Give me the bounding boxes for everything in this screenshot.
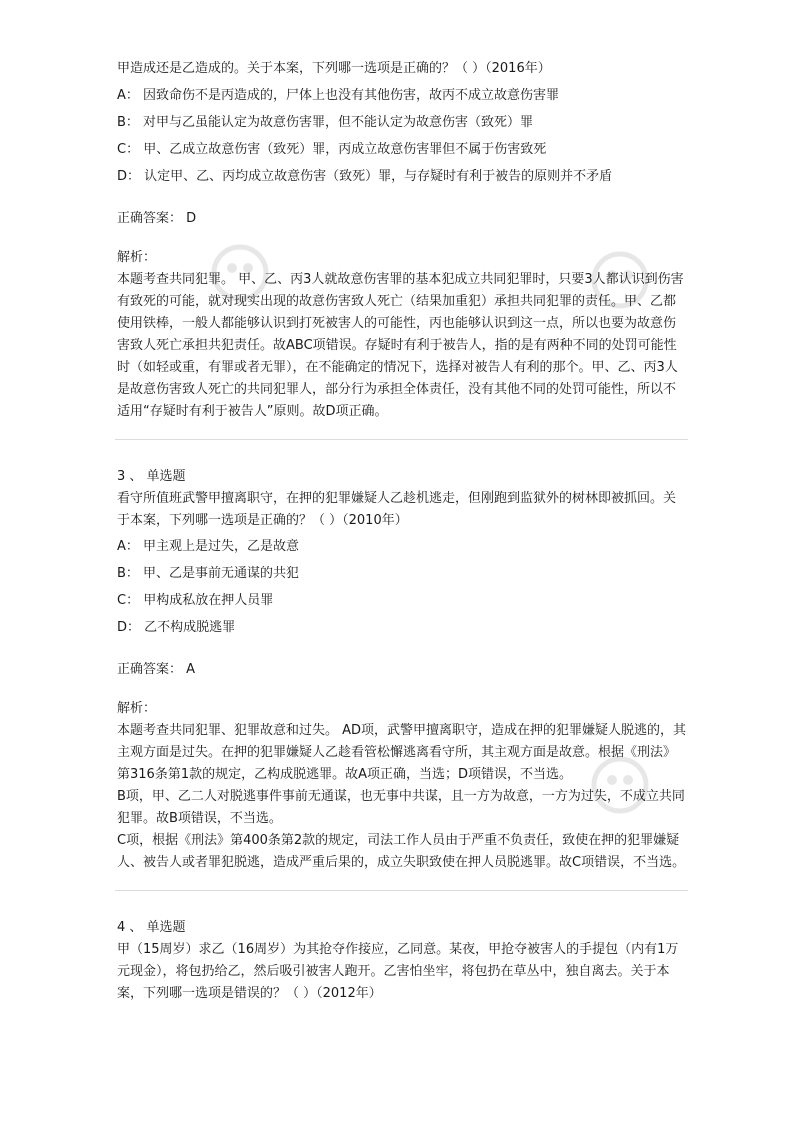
option-b: B： 对甲与乙虽能认定为故意伤害罪，但不能认定为故意伤害（致死）罪 [117,114,534,130]
analysis-text: C项，根据《刑法》第400条第2款的规定，司法工作人员由于严重不负责任，致使在押的犯罪嫌疑人、被告人或者罪犯脱逃，造成严重后果的，成立失职致使在押人员脱逃罪。故C项错误，不当选。 [117,832,686,870]
analysis-title: 解析： [117,700,157,716]
option-c: C： 甲构成私放在押人员罪 [117,592,274,608]
option-c: C： 甲、乙成立故意伤害（致死）罪，丙成立故意伤害罪但不属于伤害致死 [117,141,547,157]
option-d: D： 认定甲、乙、丙均成立故意伤害（致死）罪，与存疑时有利于被告的原则并不矛盾 [117,168,613,184]
analysis-text: B项，甲、乙二人对脱逃事件事前无通谋，也无事中共谋，且一方为故意，一方为过失，不成立共同犯罪。故B项错误，不当选。 [117,788,685,826]
analysis-title: 解析： [117,249,157,265]
question-stem: 看守所值班武警甲擅离职守，在押的犯罪嫌疑人乙趁机逃走，但刚跑到监狱外的树林即被抓回。关于本案，下列哪一选项是正确的？（ ）（2010年） [117,490,677,528]
analysis-text: 本题考查共同犯罪、犯罪故意和过失。 AD项，武警甲擅离职守，造成在押的犯罪嫌疑人脱逃的，其主观方面是过失。在押的犯罪嫌疑人乙趁看管松懈逃离看守所，其主观方面是故意。根据《刑法》第316条第1款的规定，乙构成脱逃罪。故A项正确，当选；D项错误，不当选。 [117,722,687,782]
correct-answer: 正确答案： D [117,210,197,226]
option-a: A： 甲主观上是过失，乙是故意 [117,538,300,554]
question-stem: 甲（15周岁）求乙（16周岁）为其抢夺作接应，乙同意。某夜，甲抢夺被害人的手提包（内有1万元现金），将包扔给乙，然后吸引被害人跑开。乙害怕坐牢，将包扔在草丛中，独自离去。关于本案，下列哪一选项是错误的？（ ）（2012年） [117,941,679,1001]
option-a: A： 因致命伤不是丙造成的，尸体上也没有其他伤害，故丙不成立故意伤害罪 [117,87,560,103]
section-divider [115,890,688,891]
correct-answer: 正确答案： A [117,661,196,677]
option-b: B： 甲、乙是事前无通谋的共犯 [117,565,300,581]
option-d: D： 乙不构成脱逃罪 [117,619,236,635]
question-stem: 甲造成还是乙造成的。关于本案，下列哪一选项是正确的？（ ）（2016年） [117,61,551,76]
question-heading: 3 、 单选题 [117,468,186,484]
document-page [117,58,687,1005]
analysis-text: 本题考查共同犯罪。 甲、乙、丙3人就故意伤害罪的基本犯成立共同犯罪时，只要3人都认识到伤害有致死的可能，就对现实出现的故意伤害致人死亡（结果加重犯）承担共同犯罪的责任。甲、乙都使用铁棒，一般人都能够认识到打死被害人的可能性，丙也能够认识到这一点，所以也要为故意伤害致人死亡承担共犯责任。故ABC项错误。存疑时有利于被告人，指的是有两种不同的处罚可能性时（如轻或重，有罪或者无罪），在不能确定的情况下，选择对被告人有利的那个。甲、乙、丙3人是故意伤害致人死亡的共同犯罪人，部分行为承担全体责任，没有其他不同的处罚可能性，所以不适用“存疑时有利于被告人”原则。故D项正确。 [117,271,684,419]
question-heading: 4 、 单选题 [117,919,186,935]
section-divider [115,439,688,440]
